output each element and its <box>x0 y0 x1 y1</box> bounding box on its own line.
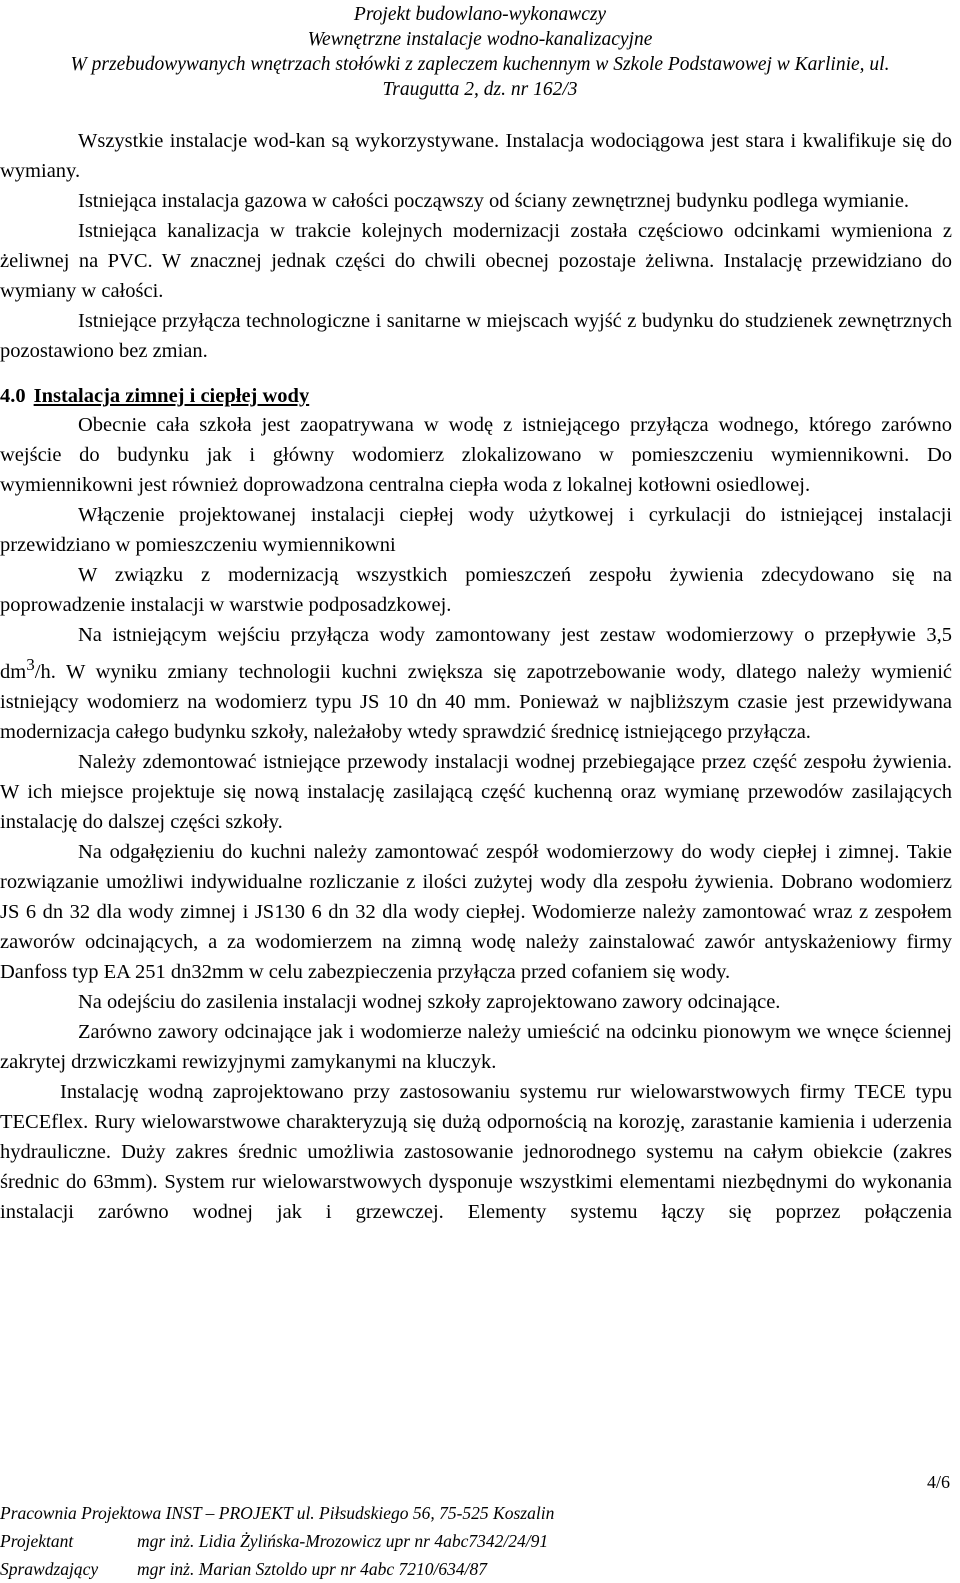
section-paragraph-6: Na odgałęzieniu do kuchni należy zamontować zespół wodomierzowy do wody ciepłej i zimnej. Takie rozwiązanie umożliwi indywidualne rozliczanie z ilości zużytej wody dla zespołu żywienia. Dobrano wodomierz JS 6 dn 32 dla wody zimnej i JS130 6 dn 32 dla wody ciepłej. Wodomierze należy zamontować wraz z zespołem zaworów odcinających, a za wodomierzem na zimną wodę należy zainstalować zawór antyskażeniowy firmy Danfoss typ EA 251 dn32mm w celu zabezpieczenia przyłącza przed cofaniem się wody. <box>0 840 952 983</box>
section-paragraph-8: Zarówno zawory odcinające jak i wodomierze należy umieścić na odcinku pionowym we wnęce ściennej zakrytej drzwiczkami rewizyjnymi zamykanymi na kluczyk. <box>0 1020 952 1073</box>
footer-checker: mgr inż. Marian Sztoldo upr nr 4abc 7210/634/87 <box>137 1559 488 1579</box>
section-paragraph-9: Instalację wodną zaprojektowano przy zastosowaniu systemu rur wielowarstwowych firmy TECE typu TECEflex. Rury wielowarstwowe charakteryzują się dużą odpornością na korozję, zarastanie kamienia i uderzenia hydrauliczne. Duży zakres średnic umożliwia zastosowanie jednorodnego systemu na całym obiekcie (zakres średnic do 63mm). System rur wielowarstwowych dysponuje wszystkimi elementami niezbędnymi do wykonania instalacji zarówno wodnej jak i grzewczej. Elementy systemu łączy się poprzez połączenia <box>0 1080 952 1223</box>
header-project-location: W przebudowywanych wnętrzach stołówki z zapleczem kuchennym w Szkole Podstawowej w Karlinie, ul. <box>70 54 890 75</box>
intro-paragraph-1: Wszystkie instalacje wod-kan są wykorzystywane. Instalacja wodociągowa jest stara i kwalifikuje się do wymiany. <box>0 130 952 182</box>
footer-designer: mgr inż. Lidia Żylińska-Mrozowicz upr nr 4abc7342/24/91 <box>137 1531 549 1551</box>
intro-paragraph-2: Istniejąca instalacja gazowa w całości począwszy od ściany zewnętrznej budynku podlega wymianie. <box>78 190 910 212</box>
footer-studio: Pracownia Projektowa INST – PROJEKT ul. Piłsudskiego 56, 75-525 Koszalin <box>0 1503 555 1523</box>
footer-designer-row <box>0 1527 960 1555</box>
footer-checker-row <box>0 1555 960 1583</box>
section-paragraph-7: Na odejściu do zasilenia instalacji wodnej szkoły zaprojektowano zawory odcinające. <box>78 990 781 1013</box>
intro-paragraph-3: Istniejąca kanalizacja w trakcie kolejnych modernizacji została częściowo odcinkami wymieniona z żeliwnej na PVC. W znacznej jednak części do chwili obecnej pozostaje żeliwna. Instalację przewidziano do wymiany w całości. <box>0 220 952 302</box>
document-body <box>0 126 952 1227</box>
flow-text-b: /h. W wyniku zmiany technologii kuchni zwiększa się zapotrzebowanie wody, dlatego należy wymienić istniejący wodomierz na wodomierz typu JS 10 dn 40 mm. Ponieważ w najbliższym czasie jest przewidywana modernizacja całego budynku szkoły, należałoby wtedy sprawdzić średnicę istniejącego przyłącza. <box>0 660 952 743</box>
section-heading <box>0 381 952 410</box>
flow-text-a: Na istniejącym wejściu przyłącza wody zamontowany jest zestaw wodomierzowy o przepływie 3,5 dm <box>0 624 952 683</box>
flow-unit-exponent: 3 <box>26 655 35 674</box>
footer-checker-label: Sprawdzający <box>0 1559 99 1579</box>
section-paragraph-4 <box>0 620 952 747</box>
section-title: Instalacja zimnej i ciepłej wody <box>33 385 310 407</box>
header-project-type: Projekt budowlano-wykonawczy <box>353 4 607 25</box>
page-header <box>0 2 960 102</box>
header-project-scope: Wewnętrzne instalacje wodno-kanalizacyjne <box>307 29 653 50</box>
page-number: 4/6 <box>926 1472 950 1492</box>
section-paragraph-5: Należy zdemontować istniejące przewody instalacji wodnej przebiegające przez część zespołu żywienia. W ich miejsce projektuje się nową instalację zasilającą część kuchenną oraz wymianę przewodów zasilających instalację do dalszej części szkoły. <box>0 750 952 833</box>
section-paragraph-1: Obecnie cała szkoła jest zaopatrywana w wodę z istniejącego przyłącza wodnego, którego zarówno wejście do budynku jak i główny wodomierz zlokalizowano w pomieszczeniu wymiennikowni. Do wymiennikowni jest również doprowadzona centralna ciepła woda z lokalnej kotłowni osiedlowej. <box>0 414 952 496</box>
section-paragraph-2: Włączenie projektowanej instalacji ciepłej wody użytkowej i cyrkulacji do istniejącej instalacji przewidziano w pomieszczeniu wymiennikowni <box>0 504 952 556</box>
section-number: 4.0 <box>0 385 26 407</box>
page-footer <box>0 1499 960 1583</box>
section-paragraph-3: W związku z modernizacją wszystkich pomieszczeń zespołu żywienia zdecydowano się na poprowadzenie instalacji w warstwie podposadzkowej. <box>0 564 952 616</box>
header-project-address: Traugutta 2, dz. nr 162/3 <box>382 79 578 100</box>
intro-paragraph-4: Istniejące przyłącza technologiczne i sanitarne w miejscach wyjść z budynku do studzienek zewnętrznych pozostawiono bez zmian. <box>0 310 952 362</box>
footer-designer-label: Projektant <box>0 1531 74 1551</box>
